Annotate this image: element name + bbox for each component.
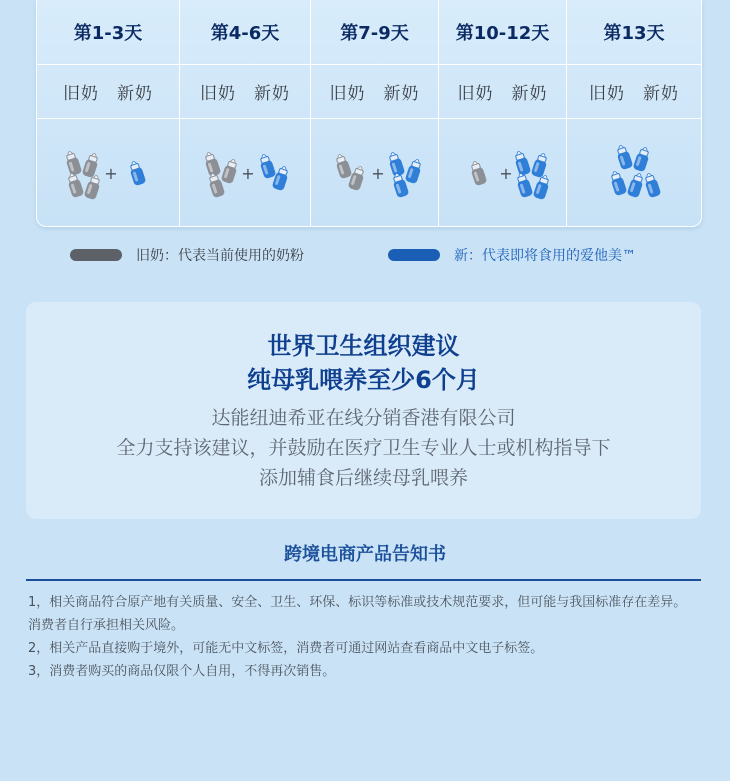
old-milk-bottle-icon [64,149,83,176]
transition-schedule-table [36,0,702,227]
legend-new-text: 新：代表即将食用的爱他美™ [454,248,636,264]
plus-icon: + [498,163,513,183]
who-recommendation-card [26,302,701,519]
new-milk-bottle-icon [258,152,277,179]
day-header: 第7-9天 [311,0,439,65]
plus-icon: + [370,163,385,183]
notice-item: 1，相关商品符合原产地有关质量、安全、卫生、环保、标识等标准或技术规范要求，但可能与我国标准存在差异。 消费者自行承担相关风险。 [28,595,687,633]
bottle-cluster-icon [448,133,558,213]
notice-item: 2，相关产品直接购于境外，可能无中文标签，消费者可通过网站查看商品中文电子标签。 [28,641,544,656]
old-milk-label: 旧奶 [329,84,366,104]
new-milk-bottle-icon [404,157,423,184]
old-milk-label: 旧奶 [589,84,625,104]
bottle-cluster-icon [320,133,430,213]
day-header: 第13天 [567,0,701,65]
day-header: 第1-3天 [37,0,180,65]
milk-label-cell [37,65,180,119]
new-milk-bottle-icon [609,169,628,196]
new-milk-label: 新奶 [117,84,153,104]
legend [70,245,700,269]
who-title-line1: 世界卫生组织建议 [267,332,460,360]
new-milk-bottle-icon [532,173,551,200]
new-milk-label: 新奶 [254,84,290,104]
notice-divider [26,579,701,581]
schedule-grid [37,0,701,226]
old-milk-bottle-icon [468,159,487,186]
old-milk-bottle-icon [333,152,352,179]
old-milk-swatch [70,249,122,261]
new-milk-bottle-icon [272,164,291,191]
old-milk-bottle-icon [82,151,101,178]
new-milk-bottle-icon [627,171,646,198]
bottle-ratio-cell [567,119,701,226]
who-body-line3: 添加辅食后继续母乳喂养 [258,467,468,489]
day-header: 第4-6天 [180,0,311,65]
old-milk-label: 旧奶 [457,84,494,104]
new-milk-label: 新奶 [383,84,420,104]
bottle-ratio-cell [439,119,567,226]
bottle-cluster-icon [190,133,300,213]
new-milk-label: 新奶 [643,84,679,104]
new-milk-bottle-icon [643,171,662,198]
new-milk-bottle-icon [512,149,531,176]
notice-item: 3，消费者购买的商品仅限个人自用，不得再次销售。 [28,664,336,679]
bottle-ratio-cell [37,119,180,226]
plus-icon: + [104,163,118,183]
milk-label-cell [180,65,311,119]
milk-label-cell [567,65,701,119]
bottle-ratio-cell [311,119,439,226]
legend-old [70,245,304,265]
milk-label-cell [311,65,439,119]
who-title-line2: 纯母乳喂养至少6个月 [247,366,480,394]
legend-new [388,245,636,265]
old-milk-label: 旧奶 [63,84,99,104]
who-body-line2: 全力支持该建议，并鼓励在医疗卫生专业人士或机构指导下 [116,437,611,459]
new-milk-swatch [388,249,440,261]
old-milk-bottle-icon [347,164,366,191]
new-milk-bottle-icon [128,159,147,186]
bottle-ratio-cell [180,119,311,226]
plus-icon: + [241,163,255,183]
new-milk-bottle-icon [530,151,549,178]
new-milk-bottle-icon [615,143,634,170]
new-milk-label: 新奶 [511,84,548,104]
bottle-cluster-icon [579,133,689,213]
old-milk-bottle-icon [221,157,240,184]
milk-label-cell [439,65,567,119]
notice-title: 跨境电商产品告知书 [284,544,446,565]
who-body-line1: 达能纽迪希亚在线分销香港有限公司 [211,407,516,429]
bottle-cluster-icon [53,133,163,213]
old-milk-bottle-icon [66,171,85,198]
old-milk-label: 旧奶 [200,84,236,104]
new-milk-bottle-icon [514,171,533,198]
new-milk-bottle-icon [633,145,652,172]
notice-body [28,591,703,683]
legend-old-text: 旧奶：代表当前使用的奶粉 [136,248,304,264]
day-header: 第10-12天 [439,0,567,65]
old-milk-bottle-icon [84,173,103,200]
